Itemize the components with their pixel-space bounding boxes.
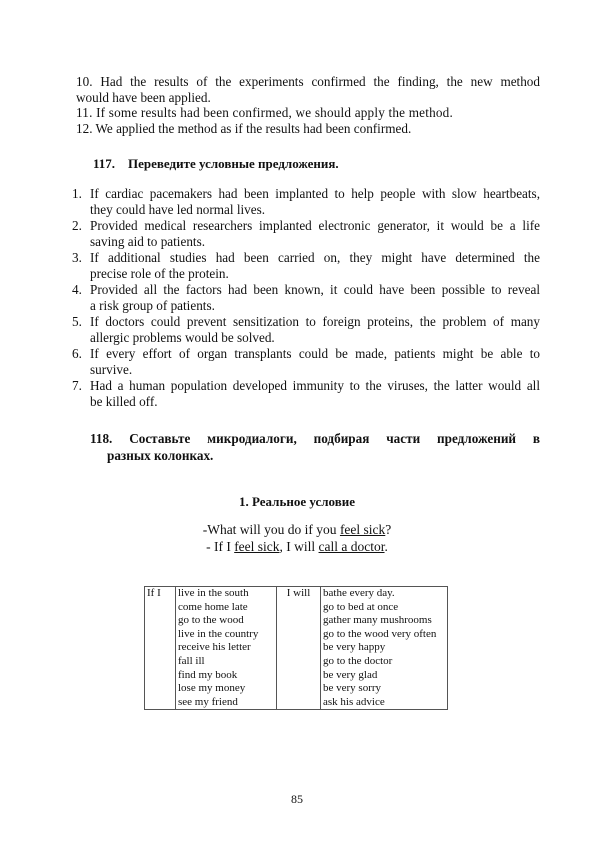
dialog-question [0,522,594,538]
cell-text: receive his letter [178,641,251,654]
table-row [145,587,448,710]
cell-text: I will [286,587,311,599]
cell-text: be very glad [323,668,378,681]
cell-text: If I [147,587,161,599]
item-line2: a risk group of patients. [90,298,215,313]
table-cell-conditions [176,587,277,710]
cell-text: see my friend [178,695,238,708]
item-line1: If every effort of organ transplants could be made, patients might be able to [90,346,540,361]
item-number: 7. [72,378,82,393]
cell-text: lose my money [178,682,246,695]
item-line1: Provided all the factors had been known, it could have been possible to reveal [90,282,540,297]
cell-text: come home late [178,600,248,613]
cell-text: gather many mushrooms [323,614,432,627]
item-line1: Provided medical researchers implanted electronic generator, it would be a life [90,218,540,233]
item-number: 2. [72,218,82,233]
cell-text: go to the wood [178,614,244,627]
section-title: 1. Реальное условие [239,494,355,509]
exercise-117-list [72,186,540,410]
item-line2: allergic problems would be solved. [90,330,275,345]
item-line1: If additional studies had been carried on, they might have determined the [90,250,540,265]
sentence-parts-table [144,586,448,710]
item-line1: If doctors could prevent sensitization to foreign proteins, the problem of many [90,314,540,329]
item-line2: survive. [90,362,133,377]
dialog-text: , I will [279,539,319,554]
dialog-answer [0,539,594,555]
item-line1: Had a human population developed immunity to the viruses, the latter would all [90,378,540,393]
item-number: 3. [72,250,82,265]
cell-text: live in the country [178,627,259,640]
exercise-118-title [90,430,540,464]
item-line2: precise role of the protein. [90,266,229,281]
dialog-text: . [384,539,388,554]
cell-text: go to the wood very often [323,627,437,640]
cell-text: be very sorry [323,682,382,695]
cell-text: fall ill [178,654,205,667]
list-item [72,282,540,314]
sentence-11: 11. If some results had been confirmed, we should apply the method. [76,105,453,120]
item-number: 4. [72,282,82,297]
cell-text: bathe every day. [323,587,395,599]
exercise-117-title: 117. Переведите условные предложения. [93,156,339,171]
dialog-text: - If I [206,539,235,554]
dialog-underlined: feel sick [339,522,386,537]
cell-text: go to bed at once [323,600,399,613]
dialog-text: -What will you do if you [202,522,340,537]
dialog-underlined: feel sick [234,539,280,554]
cell-text: ask his advice [323,695,385,708]
sentence-10-line1: 10. Had the results of the experiments confirmed the finding, the new method [76,74,540,89]
sentence-10-line2: would have been applied. [76,90,211,105]
list-item [72,250,540,282]
item-line2: be killed off. [90,394,158,409]
list-item [72,314,540,346]
list-item [72,346,540,378]
cell-text: live in the south [178,587,249,599]
item-line2: they could have led normal lives. [90,202,266,217]
sentence-12: 12. We applied the method as if the results had been confirmed. [76,121,412,136]
cell-text: go to the doctor [323,654,393,667]
list-item [72,378,540,410]
dialog-text: ? [385,522,392,537]
cell-text: be very happy [323,641,386,654]
item-line2: saving aid to patients. [90,234,206,249]
item-number: 1. [72,186,82,201]
table-cell-subject [145,587,176,710]
page-number: 85 [291,792,303,806]
item-number: 6. [72,346,82,361]
item-line1: If cardiac pacemakers had been implanted to help people with slow heartbeats, [90,186,540,201]
cell-text: find my book [178,668,238,681]
table-cell-results [321,587,448,710]
exercise-118-line1: 118. Составьте микродиалоги, подбирая части предложений в [90,431,540,446]
item-number: 5. [72,314,82,329]
exercise-118-line2: разных колонках. [107,448,214,463]
list-item [72,218,540,250]
table-cell-will [277,587,321,710]
list-item [72,186,540,218]
dialog-underlined: call a doctor [318,539,385,554]
